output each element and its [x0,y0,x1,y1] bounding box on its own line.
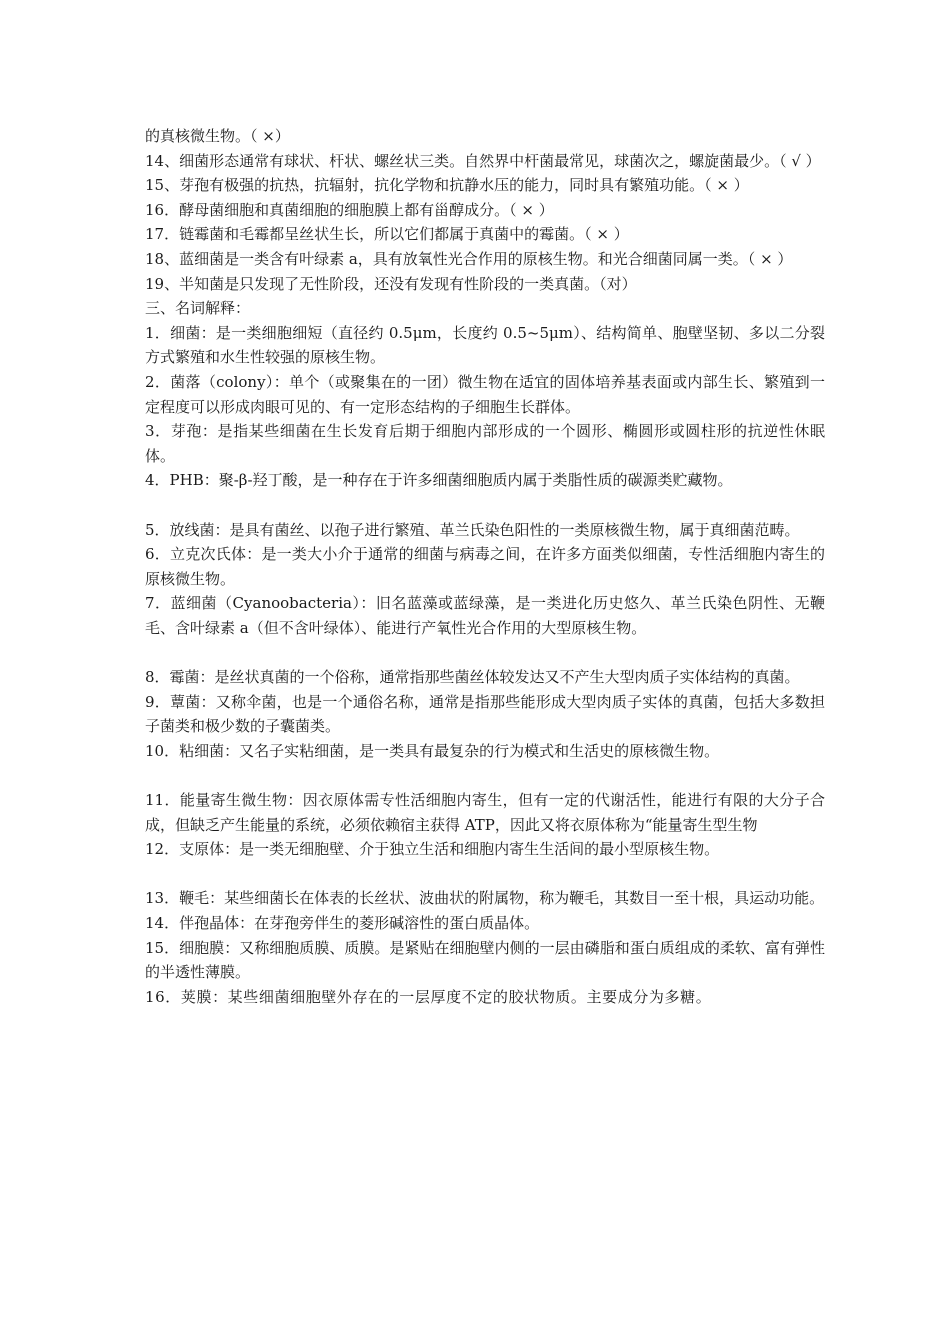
definition-parasporal-crystal: 14．伴孢晶体：在芽孢旁伴生的菱形碱溶性的蛋白质晶体。 [145,914,540,932]
blank-line [145,493,825,518]
definition-actinomycetes: 5．放线菌：是具有菌丝、以孢子进行繁殖、革兰氏染色阳性的一类原核微生物，属于真细菌范畴。 [145,520,800,539]
definition-myxobacteria: 10．粘细菌：又名子实粘细菌，是一类具有最复杂的行为模式和生活史的原核微生物。 [145,741,720,760]
definition-mushroom: 9．蕈菌：又称伞菌，也是一个通俗名称，通常是指那些能形成大型肉质子实体的真菌，包括大多数担子菌类和极少数的子囊菌类。 [145,692,825,736]
true-false-item-16: 16．酵母菌细胞和真菌细胞的细胞膜上都有甾醇成分。（ × ） [145,200,554,219]
blank-line [145,763,825,788]
definition-mold: 8．霉菌：是丝状真菌的一个俗称，通常指那些菌丝体较发达又不产生大型肉质子实体结构的真菌。 [145,668,800,687]
definition-cell-membrane: 15．细胞膜：又称细胞质膜、质膜。是紧贴在细胞壁内侧的一层由磷脂和蛋白质组成的柔软、富有弹性的半透性薄膜。 [145,938,825,982]
definition-spore: 3．芽孢：是指某些细菌在生长发育后期于细胞内部形成的一个圆形、椭圆形或圆柱形的抗逆性休眠体。 [145,422,825,465]
definition-cyanobacteria: 7．蓝细菌（Cyanoobacteria）：旧名蓝藻或蓝绿藻，是一类进化历史悠久、革兰氏染色阴性、无鞭毛、含叶绿素 a（但不含叶绿体）、能进行产氧性光合作用的大型原核生物。 [145,594,825,637]
true-false-item-15: 15、芽孢有极强的抗热，抗辐射，抗化学物和抗静水压的能力，同时具有繁殖功能。（ × ） [145,176,749,195]
section-heading-definitions: 三、名词解释： [145,299,251,318]
true-false-item-19: 19、半知菌是只发现了无性阶段，还没有发现有性阶段的一类真菌。（对） [145,274,637,293]
blank-line [145,862,825,887]
definition-rickettsia: 6．立克次氏体：是一类大小介于通常的细菌与病毒之间，在许多方面类似细菌，专性活细胞内寄生的原核微生物。 [145,545,825,588]
answer-line-13-continuation: 的真核微生物。（ ×） [145,127,290,145]
definition-phb: 4．PHB：聚-β-羟丁酸，是一种存在于许多细菌细胞质内属于类脂性质的碳源类贮藏物。 [145,471,733,490]
true-false-item-17: 17．链霉菌和毛霉都呈丝状生长，所以它们都属于真菌中的霉菌。（ × ） [145,225,629,244]
definition-capsule: 16．荚膜：某些细菌细胞壁外存在的一层厚度不定的胶状物质。主要成分为多糖。 [145,987,712,1006]
true-false-item-14: 14、细菌形态通常有球状、杆状、螺丝状三类。自然界中杆菌最常见，球菌次之，螺旋菌最少。（ √ ） [145,151,821,170]
definition-bacteria: 1．细菌：是一类细胞细短（直径约 0.5μm，长度约 0.5~5μm）、结构简单、胞壁坚韧、多以二分裂方式繁殖和水生性较强的原核生物。 [145,323,825,367]
definition-mycoplasma: 12．支原体：是一类无细胞壁、介于独立生活和细胞内寄生生活间的最小型原核生物。 [145,840,720,859]
definition-flagellum: 13．鞭毛：某些细菌长在体表的长丝状、波曲状的附属物，称为鞭毛，其数目一至十根，具运动功能。 [145,889,825,908]
document-body [145,124,825,1009]
definition-energy-parasite: 11．能量寄生微生物：因衣原体需专性活细胞内寄生，但有一定的代谢活性，能进行有限的大分子合成，但缺乏产生能量的系统，必须依赖宿主获得 ATP，因此又将衣原体称为“能量寄生型生物 [145,791,825,834]
blank-line [145,640,825,665]
definition-colony: 2．菌落（colony）：单个（或聚集在的一团）微生物在适宜的固体培养基表面或内部生长、繁殖到一定程度可以形成肉眼可见的、有一定形态结构的子细胞生长群体。 [145,372,825,416]
true-false-item-18: 18、蓝细菌是一类含有叶绿素 a，具有放氧性光合作用的原核生物。和光合细菌同属一类。（ × ） [145,249,793,268]
